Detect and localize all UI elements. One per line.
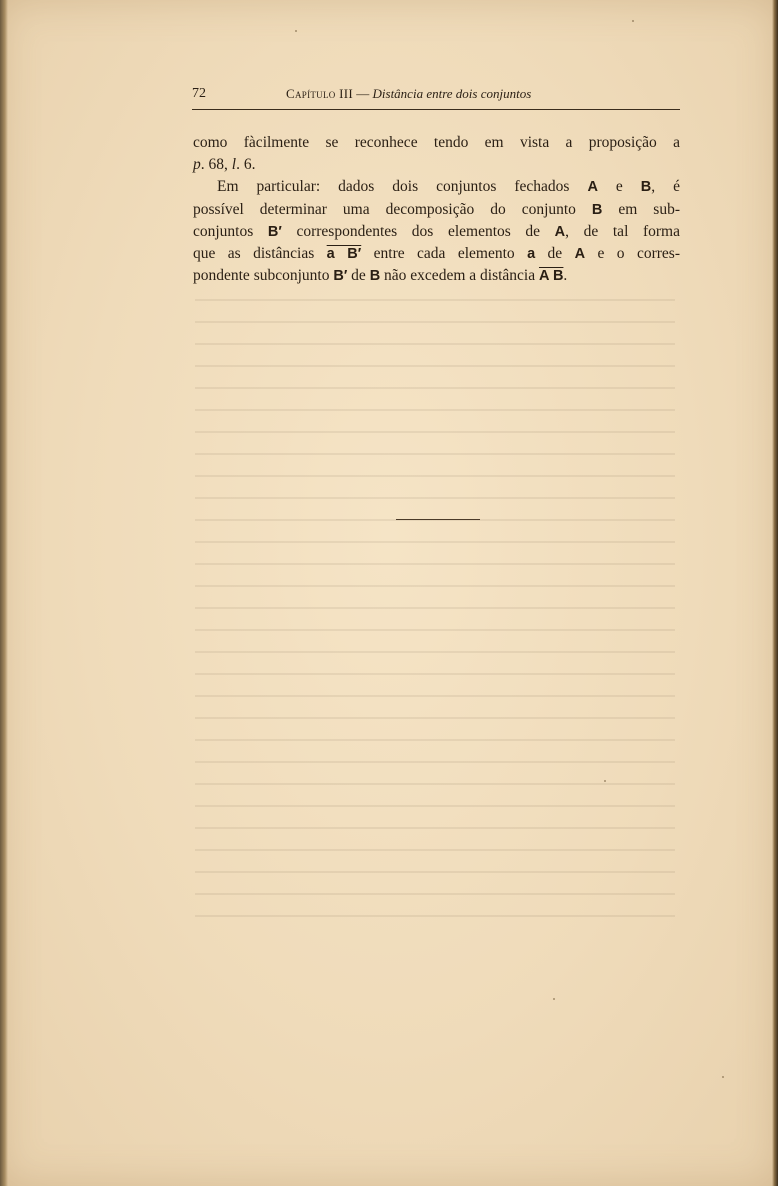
header-separator: —: [353, 86, 373, 101]
header-rule: [192, 109, 680, 110]
set-symbol-A: A: [587, 179, 598, 196]
running-header: [192, 84, 680, 106]
paragraph-1: [193, 132, 680, 176]
text-line: que as distâncias a B′ entre cada elemento a de A e o corres-: [193, 245, 680, 263]
text-line: Em particular: dados dois conjuntos fechados A e B, é: [217, 178, 680, 196]
set-symbol-A: A: [574, 246, 586, 263]
distance-aB-prime: a B′: [326, 246, 362, 263]
text-line: possível determinar uma decomposição do conjunto B em sub-: [193, 200, 680, 218]
page-left-edge-shadow: [0, 0, 8, 1186]
paper-speck: [295, 30, 297, 32]
distance-AB: A B: [538, 268, 564, 285]
set-symbol-A: A: [554, 223, 566, 240]
paragraph-2: [193, 176, 680, 287]
text-line: como fàcilmente se reconhece tendo em vista a proposição a: [193, 134, 680, 151]
text-line: conjuntos B′ correspondentes dos elementos de A, de tal forma: [193, 222, 680, 240]
text-line: p. 68, l. 6.: [193, 156, 256, 174]
chapter-label: Capítulo III: [286, 86, 354, 101]
section-title: Distância entre dois conjuntos: [372, 86, 532, 101]
paper-speck: [604, 780, 606, 782]
set-symbol-B-prime: B′: [333, 268, 348, 285]
show-through-text: [195, 285, 675, 925]
set-symbol-B: B: [369, 268, 381, 285]
page-number: 72: [192, 86, 206, 101]
text-line: pondente subconjunto B′ de B não excedem a distância A B.: [193, 267, 568, 285]
set-symbol-B: B: [640, 179, 652, 196]
running-head-title: [286, 86, 531, 102]
section-end-rule: [396, 519, 480, 520]
set-symbol-B-prime: B′: [267, 223, 282, 240]
page-right-edge-shadow: [772, 0, 778, 1186]
body-text: [193, 132, 680, 287]
paper-speck: [553, 998, 555, 1000]
paper-speck: [722, 1076, 724, 1078]
paper-speck: [632, 20, 634, 22]
element-symbol-a: a: [527, 246, 536, 263]
set-symbol-B: B: [591, 201, 603, 218]
